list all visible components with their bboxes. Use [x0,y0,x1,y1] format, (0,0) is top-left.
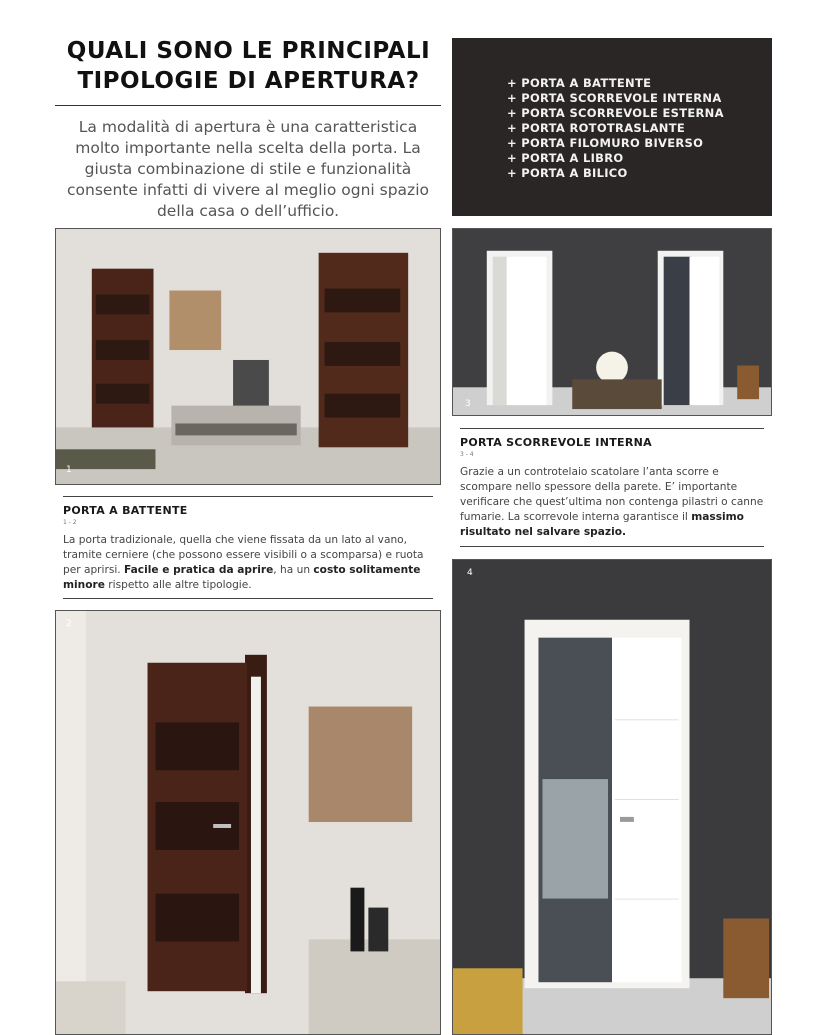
battente-text-part: rispetto alle altre tipologie. [104,579,252,591]
caption-divider [460,546,764,547]
opening-types-box [452,38,772,216]
battente-text-part: , ha un [273,564,314,576]
list-item: + PORTA SCORREVOLE ESTERNA [507,106,724,120]
caption-divider [460,428,764,429]
battente-title: PORTA A BATTENTE [63,504,188,517]
title-divider [55,105,441,106]
scorrevole-text [460,465,766,540]
list-item: + PORTA SCORREVOLE INTERNA [507,91,722,105]
photo-hinged-door-closeup [55,610,441,1035]
intro-paragraph: La modalità di apertura è una caratteristica molto importante nella scelta della porta. La giusta combinazione di stile e funzionalità consente infatti di vivere al meglio ogni spazio della casa o dell’ufficio. [67,118,429,220]
caption-divider [63,496,433,497]
battente-text [63,533,433,593]
scorrevole-bold-part: massimo risultato nel salvare spazio. [460,511,744,538]
photo-number: 1 [66,465,72,475]
battente-text-part: La porta tradizionale, quella che viene fissata da un lato al vano, tramite cerniere (che possono essere visibili o a scomparsa) e ruota per aprirsi. [63,534,424,576]
list-item: + PORTA ROTOTRASLANTE [507,121,686,135]
photo-sliding-doors [452,228,772,416]
title-line-2: TIPOLOGIE DI APERTURA? [77,68,420,94]
scorrevole-title: PORTA SCORREVOLE INTERNA [460,436,652,449]
battente-ref: 1 - 2 [63,519,77,526]
scorrevole-text-part: Grazie a un controtelaio scatolare l’anta scorre e scompare nello spessore della parete. E’ importante verificare che quest’ultima non contenga pilastri o canne fumarie. La scorrevole interna garantisce il [460,466,764,523]
scorrevole-ref: 3 - 4 [460,451,474,458]
battente-bold-part: Facile e pratica da aprire [124,564,274,576]
list-item: + PORTA A LIBRO [507,151,624,165]
caption-divider [63,598,433,599]
photo-sliding-door-closeup [452,559,772,1035]
photo-number: 3 [465,399,471,409]
list-item: + PORTA A BILICO [507,166,628,180]
opening-types-list [507,76,724,181]
list-item: + PORTA FILOMURO BIVERSO [507,136,704,150]
title-line-1: QUALI SONO LE PRINCIPALI [66,38,431,64]
photo-hinged-doors [55,228,441,485]
page-title [57,36,440,96]
photo-number: 2 [66,619,72,629]
photo-number: 4 [467,568,473,578]
list-item: + PORTA A BATTENTE [507,76,652,90]
battente-bold-part: costo solitamente minore [63,564,421,591]
